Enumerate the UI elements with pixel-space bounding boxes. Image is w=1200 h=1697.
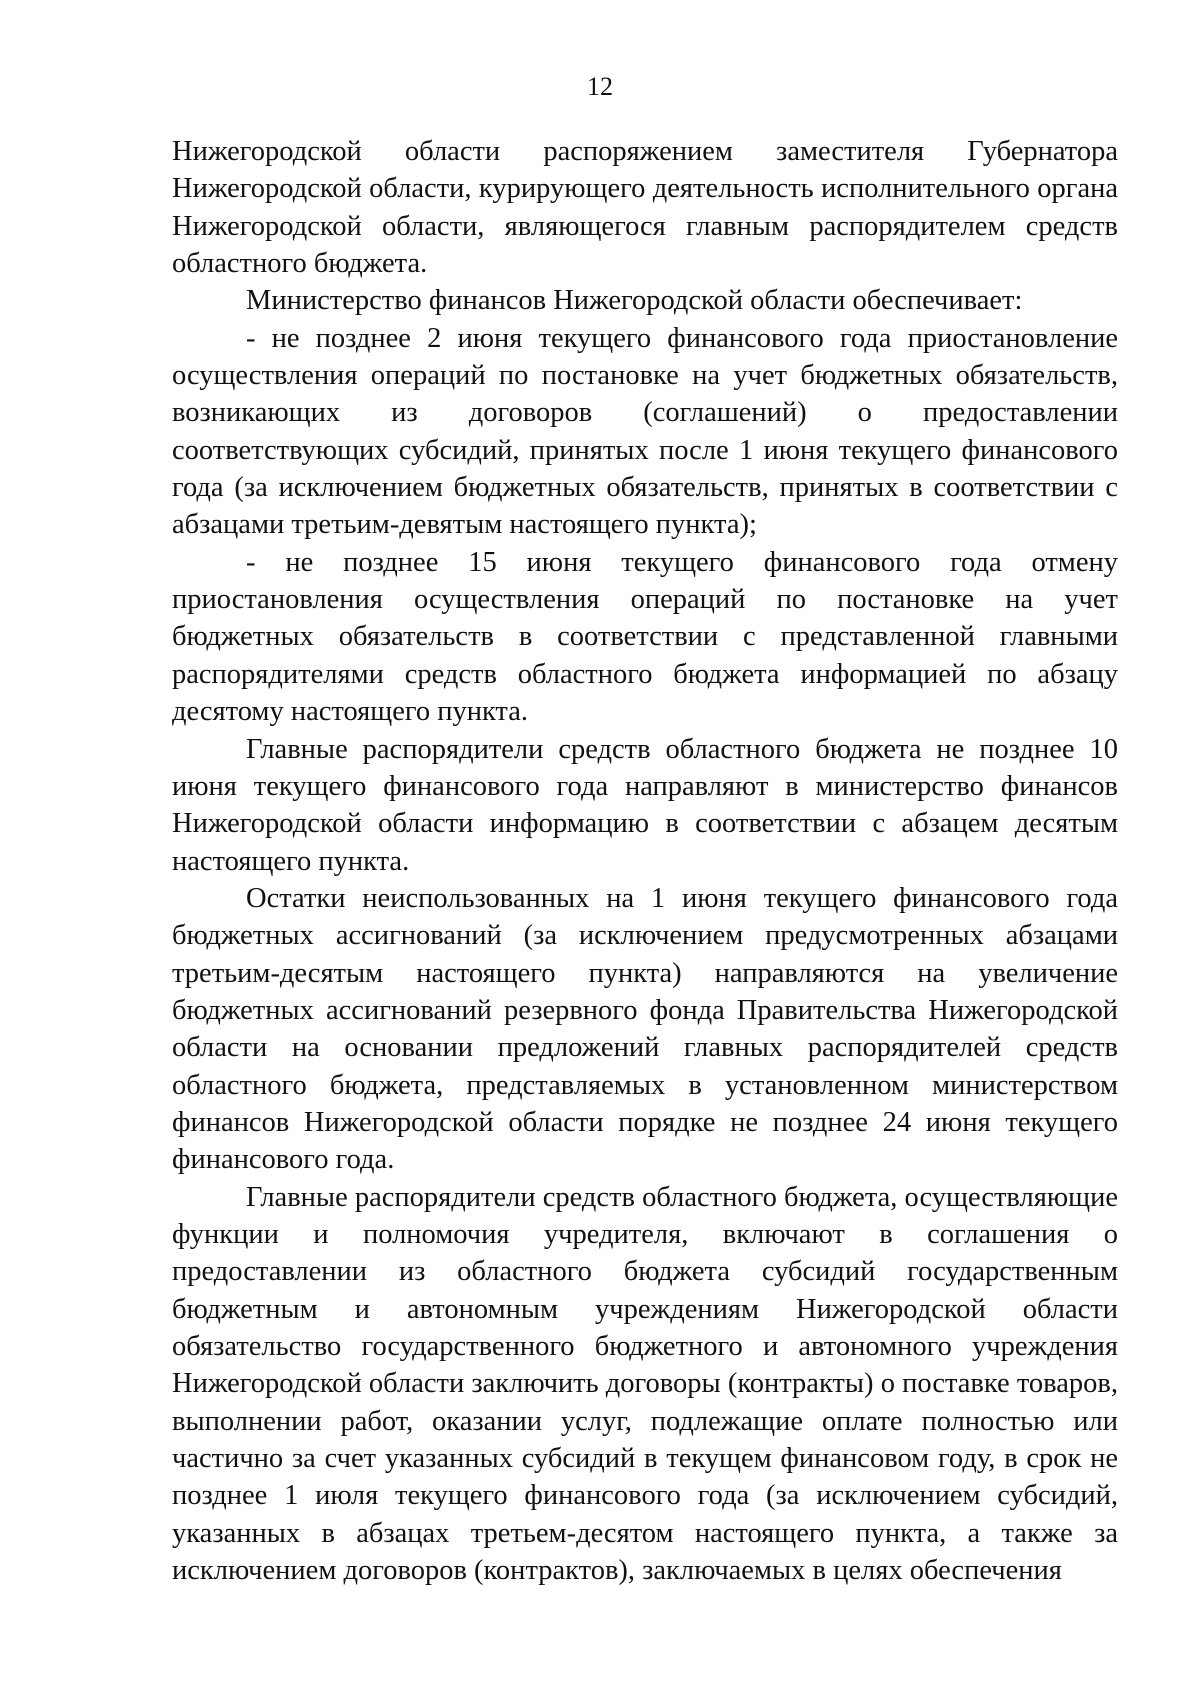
paragraph-june-10-information: Главные распорядители средств областного бюджета не позднее 10 июня текущего финансового года направляют в министерство финансов Нижегородской области информацию в соответствии с абзацем десятым настоящего пункта. [172,733,1118,877]
paragraph-item-june-2: - не позднее 2 июня текущего финансового года приостановление осуществления операций по постановке на учет бюджетных обязательств, возникающих из договоров (соглашений) о предоставлении соответствующих субсидий, принятых после 1 июня текущего финансового года (за исключением бюджетных обязательств, принятых в соответствии с абзацами третьим-девятым настоящего пункта); [172,322,1118,541]
paragraph-item-june-15: - не позднее 15 июня текущего финансового года отмену приостановления осуществления операций по постановке на учет бюджетных обязательств в соответствии с представленной главными распорядителями средств областного бюджета информацией по абзацу десятому настоящего пункта. [172,546,1118,728]
document-body [172,133,1118,1589]
paragraph-subsidy-agreements: Главные распорядители средств областного бюджета, осуществляющие функции и полномочия учредителя, включают в соглашения о предоставлении из областного бюджета субсидий государственным бюджетным и автономным учреждениям Нижегородской области обязательство государственного бюджетного и автономного учреждения Нижегородской области заключить договоры (контракты) о поставке товаров, выполнении работ, оказании услуг, подлежащие оплате полностью или частично за счет указанных субсидий в текущем финансовом году, в срок не позднее 1 июля текущего финансового года (за исключением субсидий, указанных в абзацах третьем-десятом настоящего пункта, а также за исключением договоров (контрактов), заключаемых в целях обеспечения [172,1181,1118,1587]
page-number: 12 [587,72,613,101]
paragraph-ministry-provides: Министерство финансов Нижегородской области обеспечивает: [246,285,1023,317]
paragraph-unused-balances: Остатки неиспользованных на 1 июня текущего финансового года бюджетных ассигнований (за исключением предусмотренных абзацами третьим-десятым настоящего пункта) направляются на увеличение бюджетных ассигнований резервного фонда Правительства Нижегородской области на основании предложений главных распорядителей средств областного бюджета, представляемых в установленном министерством финансов Нижегородской области порядке не позднее 24 июня текущего финансового года. [172,882,1118,1176]
paragraph-continuation: Нижегородской области распоряжением заместителя Губернатора Нижегородской области, курирующего деятельность исполнительного органа Нижегородской области, являющегося главным распорядителем средств областного бюджета. [172,136,1118,280]
